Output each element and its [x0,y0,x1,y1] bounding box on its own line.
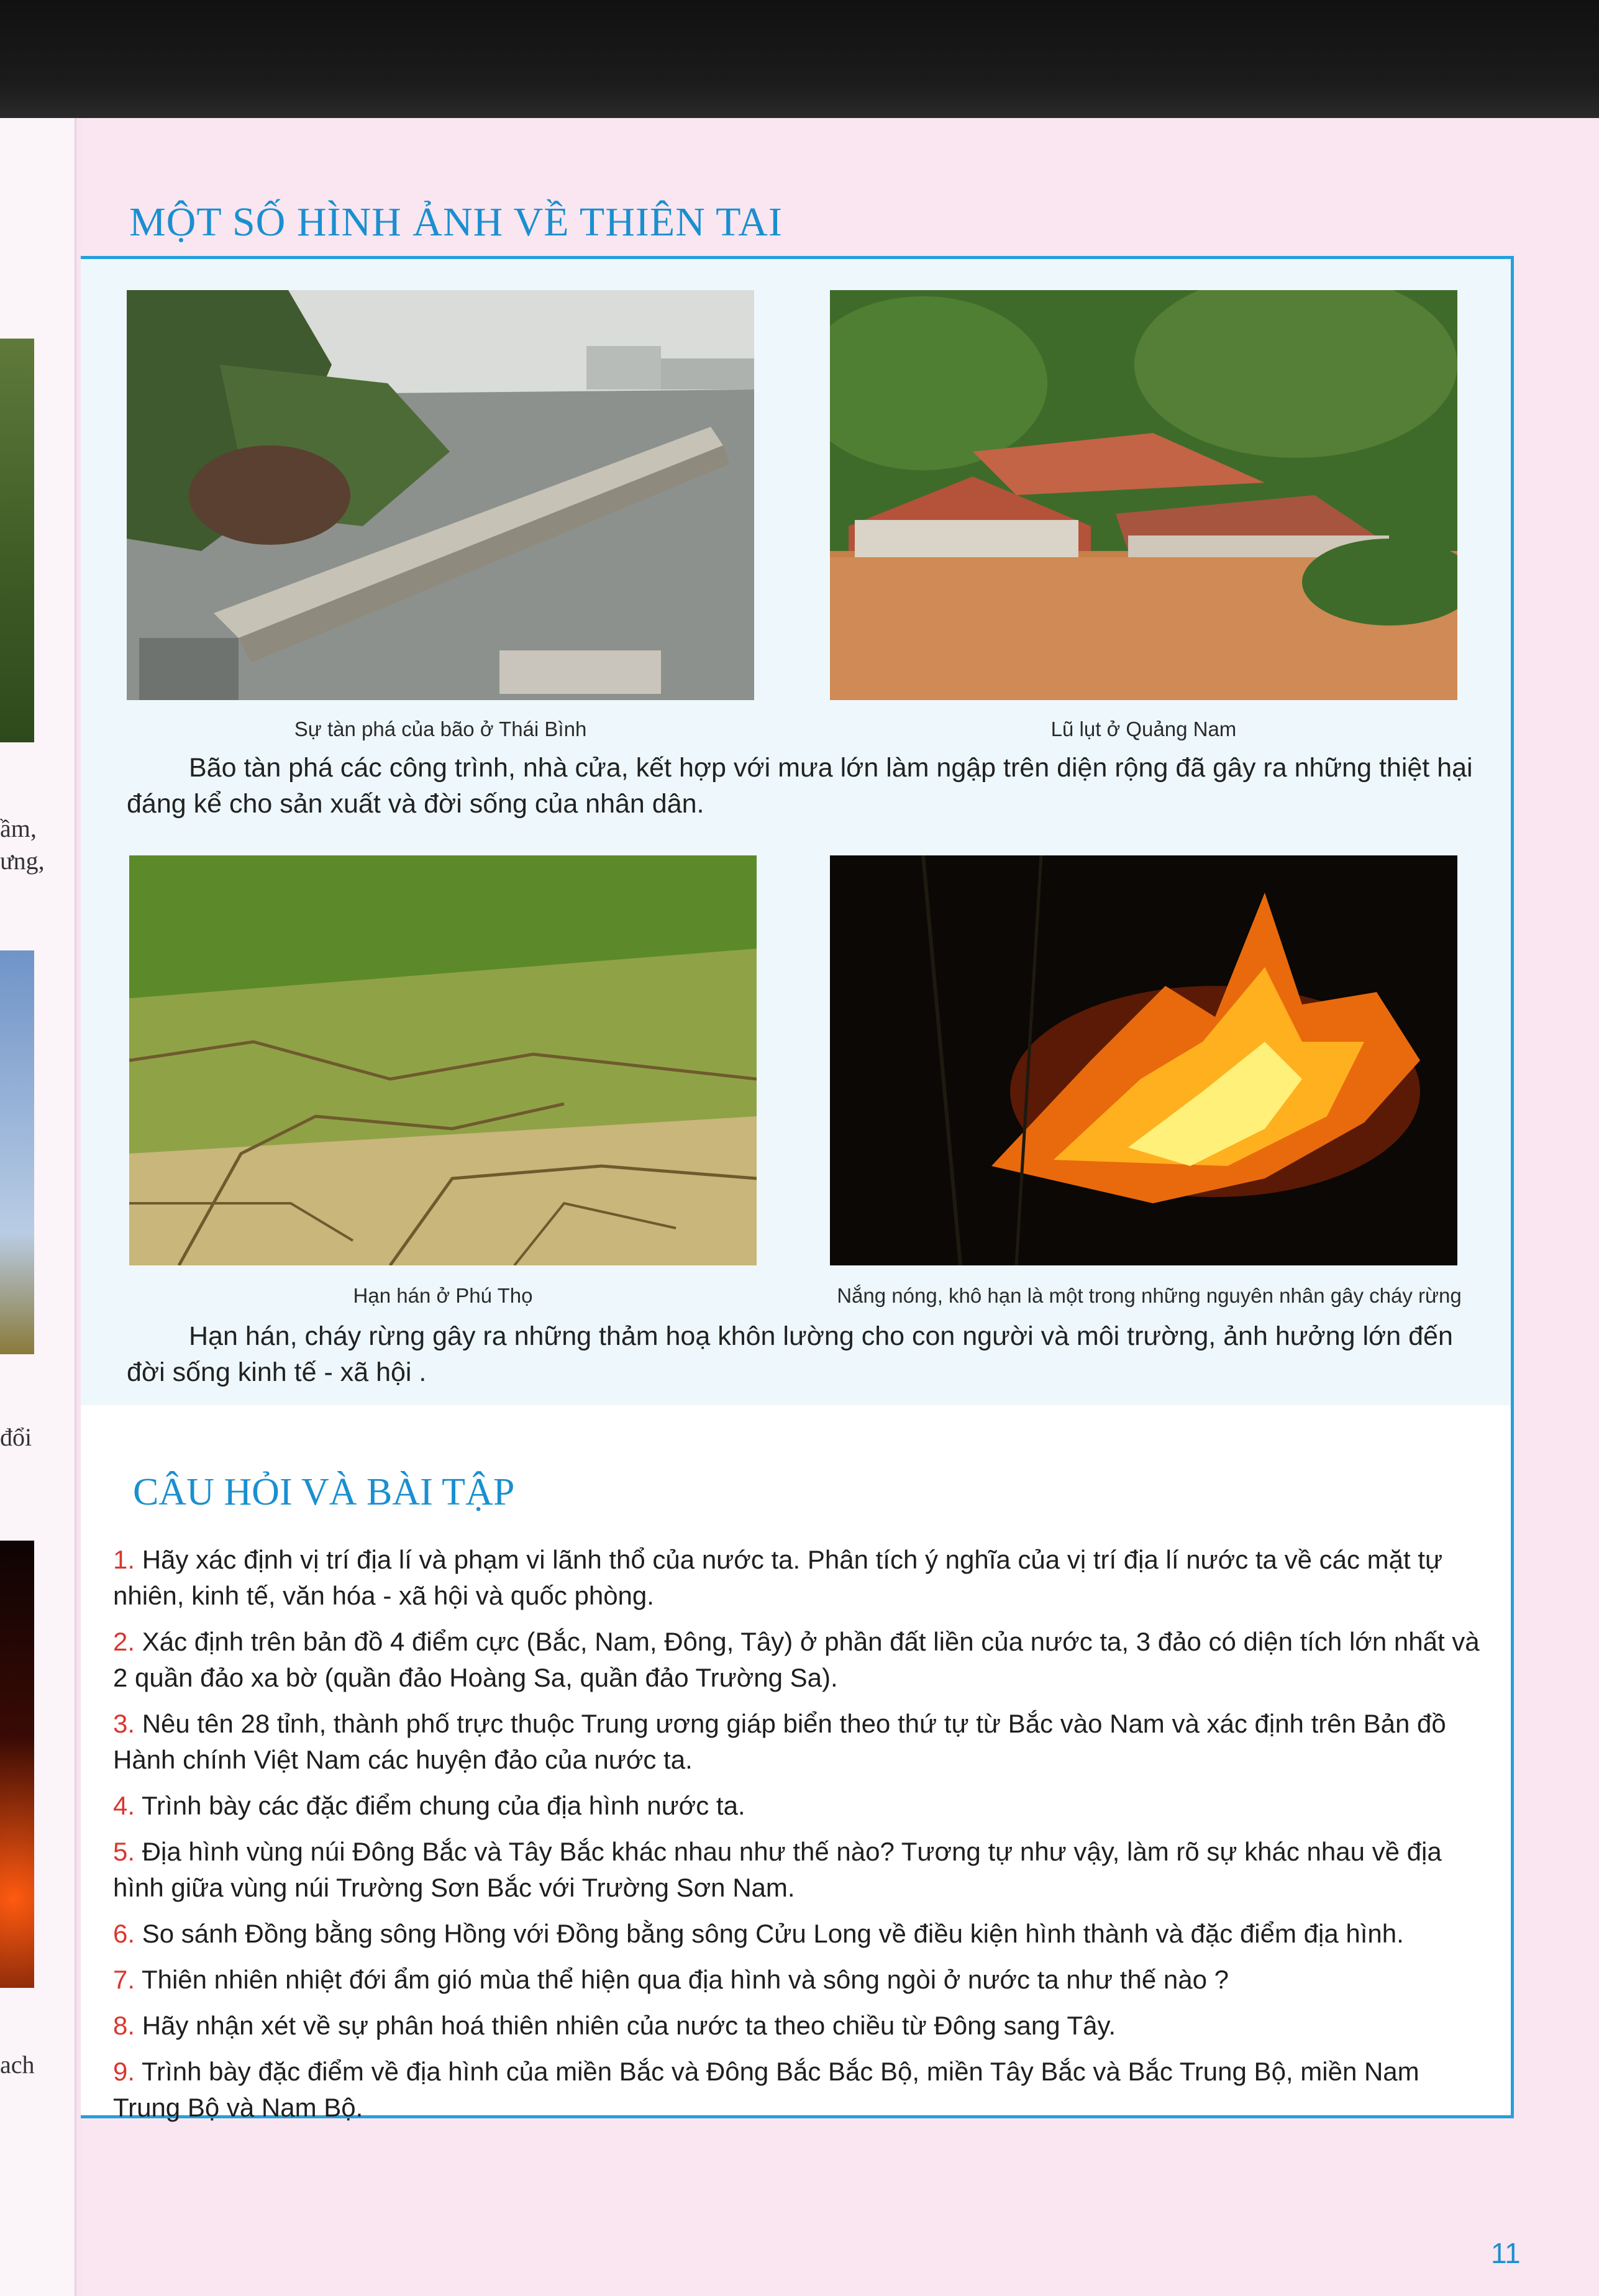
forest-fire-photo [830,855,1457,1265]
question-item [113,1542,1486,1614]
left-page-edge [0,118,76,2296]
question-item [113,1834,1486,1906]
question-number: 4. [113,1791,135,1820]
question-number: 3. [113,1709,135,1738]
fire-photo-caption: Nắng nóng, khô hạn là một trong những nguyên nhân gây cháy rừng [837,1284,1462,1307]
question-item [113,1788,1486,1824]
question-text: Hãy xác định vị trí địa lí và phạm vi lãnh thổ của nước ta. Phân tích ý nghĩa của vị trí địa lí nước ta về các mặt tự nhiên, kinh tế, văn hóa - xã hội và quốc phòng. [113,1545,1443,1610]
storm-photo-caption: Sự tàn phá của bão ở Thái Bình [294,718,587,740]
left-page-text-fragment: ưng, [0,847,45,875]
left-page-photo [0,339,34,742]
question-number: 6. [113,1919,135,1948]
flood-photo [830,290,1457,700]
textbook-page [81,118,1599,2296]
question-text: Trình bày các đặc điểm chung của địa hình nước ta. [141,1791,745,1820]
storm-flood-paragraph: Bão tàn phá các công trình, nhà cửa, kết hợp với mưa lớn làm ngập trên diện rộng đã gây ra những thiệt hại đáng kể cho sản xuất và đời sống của nhân dân. [127,753,1473,819]
drought-photo-caption: Hạn hán ở Phú Thọ [353,1284,533,1307]
question-item [113,1916,1486,1952]
question-number: 8. [113,2011,135,2040]
scan-top-shadow [0,0,1599,118]
section-title: MỘT SỐ HÌNH ẢNH VỀ THIÊN TAI [129,199,783,245]
question-number: 2. [113,1627,135,1656]
question-text: Trình bày đặc điểm về địa hình của miền Bắc và Đông Bắc Bắc Bộ, miền Tây Bắc và Bắc Trung Bộ, miền Nam Trung Bộ và Nam Bộ. [113,2057,1419,2122]
question-text: Địa hình vùng núi Đông Bắc và Tây Bắc khác nhau như thế nào? Tương tự như vậy, làm rõ sự khác nhau về địa hình giữa vùng núi Trường Sơn Bắc với Trường Sơn Nam. [113,1837,1442,1902]
question-text: Hãy nhận xét về sự phân hoá thiên nhiên của nước ta theo chiều từ Đông sang Tây. [142,2011,1116,2040]
storm-damage-photo [127,290,754,700]
left-page-photo [0,1541,34,1988]
drought-fire-paragraph: Hạn hán, cháy rừng gây ra những thảm hoạ khôn lường cho con người và môi trường, ảnh hưởng lớn đến đời sống kinh tế - xã hội . [127,1321,1453,1387]
left-page-photo [0,950,34,1354]
question-text: Thiên nhiên nhiệt đới ẩm gió mùa thể hiện qua địa hình và sông ngòi ở nước ta như thế nào ? [141,1965,1229,1994]
left-page-text-fragment: ach [0,2051,35,2079]
question-item [113,1624,1486,1696]
question-text: Xác định trên bản đồ 4 điểm cực (Bắc, Nam, Đông, Tây) ở phần đất liền của nước ta, 3 đảo có diện tích lớn nhất và 2 quần đảo xa bờ (quần đảo Hoàng Sa, quần đảo Trường Sa). [113,1627,1480,1692]
left-page-text-fragment: đổi [0,1423,32,1451]
question-number: 5. [113,1837,135,1866]
question-number: 1. [113,1545,135,1574]
question-item [113,2008,1486,2044]
question-item [113,1706,1486,1778]
question-number: 9. [113,2057,135,2086]
flood-photo-caption: Lũ lụt ở Quảng Nam [1050,718,1237,740]
question-text: So sánh Đồng bằng sông Hồng với Đồng bằng sông Cửu Long về điều kiện hình thành và đặc điểm địa hình. [142,1919,1404,1948]
question-item [113,1962,1486,1998]
question-text: Nêu tên 28 tỉnh, thành phố trực thuộc Trung ương giáp biển theo thứ tự từ Bắc vào Nam và xác định trên Bản đồ Hành chính Việt Nam các huyện đảo của nước ta. [113,1709,1446,1774]
left-page-text-fragment: ầm, [0,814,37,842]
question-item [113,2054,1486,2126]
disaster-images-area [81,259,1511,1405]
drought-photo [129,855,757,1265]
page-number: 11 [1491,2237,1521,2269]
question-number: 7. [113,1965,135,1994]
questions-title: CÂU HỎI VÀ BÀI TẬP [133,1471,515,1513]
questions-list [113,1542,1486,2136]
content-panel [81,256,1514,2122]
section-title-bar [81,174,1599,255]
